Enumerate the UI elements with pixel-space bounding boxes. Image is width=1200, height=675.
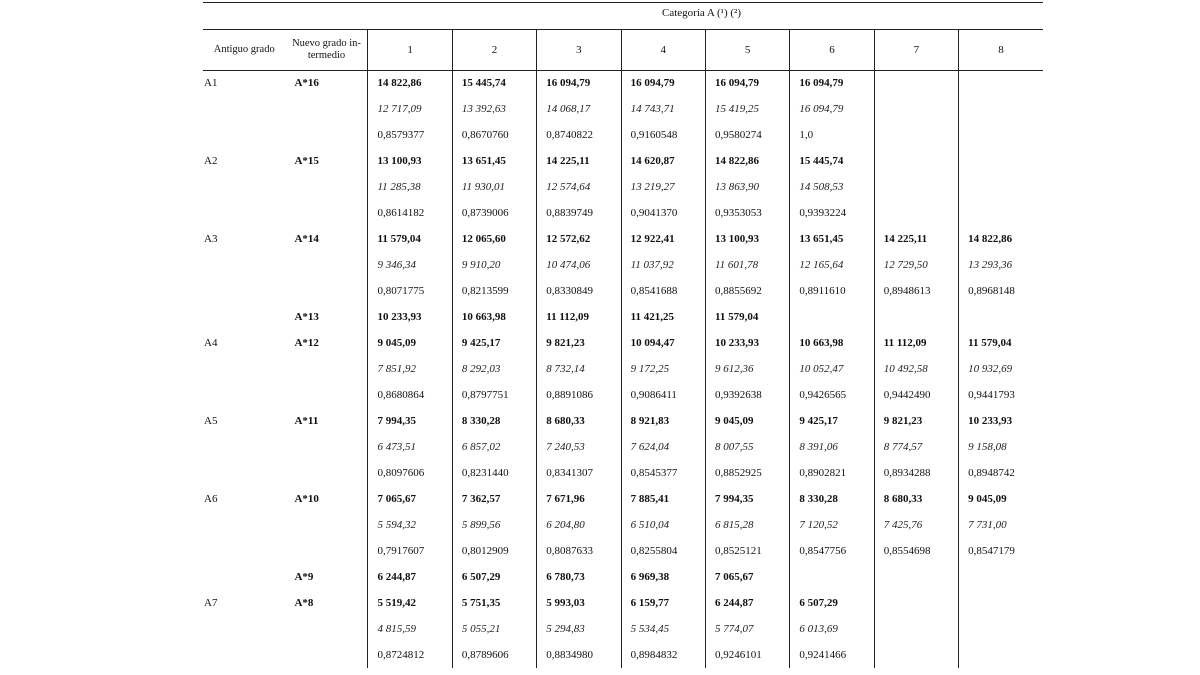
value-cell: 7 120,52 <box>790 512 874 538</box>
value-cell: 0,8547756 <box>790 538 874 564</box>
value-cell <box>874 642 958 668</box>
value-cell: 0,8541688 <box>621 278 705 304</box>
value-cell: 5 899,56 <box>452 512 536 538</box>
category-title: Categoría A (¹) (²) <box>662 7 741 19</box>
new-grade-cell: A*10 <box>294 493 319 505</box>
value-cell: 0,8934288 <box>874 460 958 486</box>
value-cell: 7 065,67 <box>368 486 452 512</box>
value-cell: 10 094,47 <box>621 330 705 356</box>
new-grade-cell <box>285 538 367 564</box>
old-grade-cell: A7 <box>204 597 218 609</box>
new-grade-cell: A*16 <box>294 77 319 89</box>
value-cell: 0,8231440 <box>452 460 536 486</box>
value-cell: 5 534,45 <box>621 616 705 642</box>
value-cell: 11 579,04 <box>705 304 789 330</box>
value-cell: 12 572,62 <box>537 226 621 252</box>
value-cell: 13 651,45 <box>790 226 874 252</box>
value-cell: 8 007,55 <box>705 434 789 460</box>
value-cell: 11 601,78 <box>705 252 789 278</box>
value-cell: 8 680,33 <box>874 486 958 512</box>
value-cell <box>959 174 1043 200</box>
old-grade-cell <box>203 356 285 382</box>
new-grade-cell <box>285 460 367 486</box>
value-cell: 13 219,27 <box>621 174 705 200</box>
value-cell: 1,0 <box>790 122 874 148</box>
value-cell: 10 932,69 <box>959 356 1043 382</box>
table-row <box>203 356 1043 382</box>
value-cell <box>959 590 1043 616</box>
value-cell: 11 579,04 <box>959 330 1043 356</box>
value-cell: 8 391,06 <box>790 434 874 460</box>
value-cell: 9 158,08 <box>959 434 1043 460</box>
value-cell: 0,8680864 <box>368 382 452 408</box>
old-grade-cell: A4 <box>204 337 218 349</box>
value-cell: 12 729,50 <box>874 252 958 278</box>
value-cell: 0,9160548 <box>621 122 705 148</box>
table-row <box>203 278 1043 304</box>
new-grade-cell <box>285 174 367 200</box>
value-cell: 16 094,79 <box>621 70 705 96</box>
value-cell <box>959 616 1043 642</box>
value-cell: 12 922,41 <box>621 226 705 252</box>
table-row <box>203 200 1043 226</box>
value-cell: 8 774,57 <box>874 434 958 460</box>
salary-table <box>203 30 1043 668</box>
header-step: 5 <box>705 30 789 70</box>
value-cell <box>874 616 958 642</box>
old-grade-cell <box>203 174 285 200</box>
value-cell: 10 474,06 <box>537 252 621 278</box>
value-cell: 16 094,79 <box>790 70 874 96</box>
table-row <box>203 304 1043 330</box>
value-cell: 7 240,53 <box>537 434 621 460</box>
value-cell: 16 094,79 <box>537 70 621 96</box>
value-cell <box>790 304 874 330</box>
old-grade-cell <box>203 304 285 330</box>
value-cell: 6 969,38 <box>621 564 705 590</box>
new-grade-cell <box>285 642 367 668</box>
value-cell: 0,9392638 <box>705 382 789 408</box>
value-cell: 11 930,01 <box>452 174 536 200</box>
value-cell: 0,9580274 <box>705 122 789 148</box>
value-cell: 10 233,93 <box>368 304 452 330</box>
value-cell: 14 225,11 <box>537 148 621 174</box>
value-cell: 14 508,53 <box>790 174 874 200</box>
value-cell <box>959 642 1043 668</box>
value-cell: 0,8789606 <box>452 642 536 668</box>
value-cell: 12 717,09 <box>368 96 452 122</box>
header-step: 7 <box>874 30 958 70</box>
value-cell: 6 815,28 <box>705 512 789 538</box>
value-cell: 0,8545377 <box>621 460 705 486</box>
value-cell: 11 579,04 <box>368 226 452 252</box>
value-cell: 0,8547179 <box>959 538 1043 564</box>
value-cell: 8 330,28 <box>452 408 536 434</box>
old-grade-cell <box>203 538 285 564</box>
table-row <box>203 174 1043 200</box>
old-grade-cell <box>203 382 285 408</box>
table-row <box>203 252 1043 278</box>
value-cell <box>959 304 1043 330</box>
old-grade-cell <box>203 642 285 668</box>
value-cell: 7 851,92 <box>368 356 452 382</box>
value-cell: 5 055,21 <box>452 616 536 642</box>
value-cell: 0,8902821 <box>790 460 874 486</box>
value-cell: 15 445,74 <box>790 148 874 174</box>
value-cell: 8 732,14 <box>537 356 621 382</box>
value-cell <box>874 304 958 330</box>
value-cell <box>874 148 958 174</box>
value-cell <box>959 96 1043 122</box>
value-cell: 7 065,67 <box>705 564 789 590</box>
value-cell: 0,8834980 <box>537 642 621 668</box>
header-step: 3 <box>537 30 621 70</box>
value-cell: 7 425,76 <box>874 512 958 538</box>
value-cell: 0,9041370 <box>621 200 705 226</box>
table-row <box>203 330 1043 356</box>
old-grade-cell <box>203 616 285 642</box>
new-grade-cell <box>285 122 367 148</box>
value-cell: 4 815,59 <box>368 616 452 642</box>
value-cell: 7 994,35 <box>368 408 452 434</box>
new-grade-cell <box>285 252 367 278</box>
value-cell: 9 612,36 <box>705 356 789 382</box>
value-cell: 11 112,09 <box>537 304 621 330</box>
value-cell: 0,8911610 <box>790 278 874 304</box>
value-cell: 7 624,04 <box>621 434 705 460</box>
table-row <box>203 382 1043 408</box>
new-grade-cell: A*15 <box>294 155 319 167</box>
value-cell: 14 822,86 <box>368 70 452 96</box>
value-cell: 12 165,64 <box>790 252 874 278</box>
value-cell: 10 233,93 <box>959 408 1043 434</box>
value-cell: 14 822,86 <box>959 226 1043 252</box>
value-cell: 0,8071775 <box>368 278 452 304</box>
table-row <box>203 408 1043 434</box>
new-grade-cell: A*14 <box>294 233 319 245</box>
value-cell: 10 052,47 <box>790 356 874 382</box>
old-grade-cell: A2 <box>204 155 218 167</box>
value-cell: 8 330,28 <box>790 486 874 512</box>
salary-table-page <box>203 0 1043 675</box>
value-cell <box>959 200 1043 226</box>
table-body <box>203 70 1043 668</box>
value-cell: 13 651,45 <box>452 148 536 174</box>
table-row <box>203 512 1043 538</box>
value-cell: 11 285,38 <box>368 174 452 200</box>
table-row <box>203 70 1043 96</box>
value-cell: 0,8839749 <box>537 200 621 226</box>
header-step: 8 <box>959 30 1043 70</box>
value-cell: 5 294,83 <box>537 616 621 642</box>
value-cell: 16 094,79 <box>705 70 789 96</box>
table-row <box>203 148 1043 174</box>
value-cell: 7 994,35 <box>705 486 789 512</box>
value-cell: 6 244,87 <box>705 590 789 616</box>
value-cell: 0,8614182 <box>368 200 452 226</box>
value-cell: 6 473,51 <box>368 434 452 460</box>
value-cell: 5 751,35 <box>452 590 536 616</box>
value-cell: 0,8968148 <box>959 278 1043 304</box>
old-grade-cell <box>203 278 285 304</box>
old-grade-cell: A6 <box>204 493 218 505</box>
value-cell: 6 507,29 <box>790 590 874 616</box>
value-cell: 0,9241466 <box>790 642 874 668</box>
value-cell: 9 172,25 <box>621 356 705 382</box>
value-cell: 9 346,34 <box>368 252 452 278</box>
value-cell: 11 112,09 <box>874 330 958 356</box>
old-grade-cell <box>203 460 285 486</box>
value-cell: 9 045,09 <box>368 330 452 356</box>
value-cell: 10 492,58 <box>874 356 958 382</box>
table-header-row <box>203 30 1043 70</box>
value-cell: 8 292,03 <box>452 356 536 382</box>
value-cell <box>959 122 1043 148</box>
value-cell: 6 507,29 <box>452 564 536 590</box>
value-cell: 9 425,17 <box>790 408 874 434</box>
value-cell: 9 045,09 <box>705 408 789 434</box>
value-cell <box>874 96 958 122</box>
table-row <box>203 616 1043 642</box>
value-cell: 0,9426565 <box>790 382 874 408</box>
value-cell: 5 519,42 <box>368 590 452 616</box>
value-cell: 12 065,60 <box>452 226 536 252</box>
value-cell: 0,8797751 <box>452 382 536 408</box>
value-cell: 7 362,57 <box>452 486 536 512</box>
old-grade-cell: A1 <box>204 77 218 89</box>
table-row <box>203 122 1043 148</box>
table-row <box>203 564 1043 590</box>
value-cell: 11 037,92 <box>621 252 705 278</box>
table-row <box>203 486 1043 512</box>
value-cell: 0,8579377 <box>368 122 452 148</box>
value-cell: 14 743,71 <box>621 96 705 122</box>
value-cell: 8 680,33 <box>537 408 621 434</box>
old-grade-cell <box>203 564 285 590</box>
value-cell: 6 204,80 <box>537 512 621 538</box>
table-row <box>203 434 1043 460</box>
value-cell: 9 821,23 <box>537 330 621 356</box>
new-grade-cell <box>285 512 367 538</box>
value-cell: 0,8670760 <box>452 122 536 148</box>
value-cell <box>959 148 1043 174</box>
new-grade-cell <box>285 278 367 304</box>
header-step: 6 <box>790 30 874 70</box>
value-cell: 6 159,77 <box>621 590 705 616</box>
value-cell: 0,8948613 <box>874 278 958 304</box>
value-cell: 13 392,63 <box>452 96 536 122</box>
new-grade-cell: A*8 <box>294 597 314 609</box>
new-grade-cell <box>285 96 367 122</box>
header-step: 1 <box>368 30 452 70</box>
value-cell <box>874 174 958 200</box>
value-cell: 6 510,04 <box>621 512 705 538</box>
value-cell: 0,8087633 <box>537 538 621 564</box>
value-cell <box>874 200 958 226</box>
value-cell: 13 100,93 <box>705 226 789 252</box>
value-cell: 14 225,11 <box>874 226 958 252</box>
old-grade-cell: A5 <box>204 415 218 427</box>
value-cell: 10 233,93 <box>705 330 789 356</box>
value-cell: 0,8554698 <box>874 538 958 564</box>
value-cell: 0,9246101 <box>705 642 789 668</box>
table-row <box>203 96 1043 122</box>
value-cell: 10 663,98 <box>790 330 874 356</box>
new-grade-cell: A*9 <box>294 571 314 583</box>
value-cell: 0,9086411 <box>621 382 705 408</box>
value-cell: 0,9442490 <box>874 382 958 408</box>
value-cell <box>959 564 1043 590</box>
value-cell: 15 419,25 <box>705 96 789 122</box>
new-grade-cell: A*11 <box>294 415 319 427</box>
value-cell: 0,8255804 <box>621 538 705 564</box>
table-row <box>203 538 1043 564</box>
new-grade-cell: A*12 <box>294 337 319 349</box>
value-cell: 0,9393224 <box>790 200 874 226</box>
table-row <box>203 642 1043 668</box>
value-cell: 0,8948742 <box>959 460 1043 486</box>
new-grade-cell <box>285 356 367 382</box>
new-grade-cell <box>285 434 367 460</box>
header-old-grade: Antiguo grado <box>213 44 275 55</box>
value-cell: 0,8984832 <box>621 642 705 668</box>
old-grade-cell <box>203 96 285 122</box>
value-cell: 0,8852925 <box>705 460 789 486</box>
value-cell: 6 780,73 <box>537 564 621 590</box>
value-cell: 7 731,00 <box>959 512 1043 538</box>
value-cell: 0,8724812 <box>368 642 452 668</box>
value-cell: 5 594,32 <box>368 512 452 538</box>
value-cell: 15 445,74 <box>452 70 536 96</box>
value-cell: 6 244,87 <box>368 564 452 590</box>
header-step: 2 <box>452 30 536 70</box>
new-grade-cell <box>285 616 367 642</box>
value-cell: 0,8525121 <box>705 538 789 564</box>
old-grade-cell <box>203 252 285 278</box>
value-cell <box>874 564 958 590</box>
new-grade-cell <box>285 200 367 226</box>
old-grade-cell <box>203 200 285 226</box>
value-cell: 9 910,20 <box>452 252 536 278</box>
value-cell: 11 421,25 <box>621 304 705 330</box>
value-cell: 7 671,96 <box>537 486 621 512</box>
value-cell <box>790 564 874 590</box>
value-cell: 0,9441793 <box>959 382 1043 408</box>
value-cell: 6 013,69 <box>790 616 874 642</box>
value-cell: 0,8891086 <box>537 382 621 408</box>
value-cell: 5 774,07 <box>705 616 789 642</box>
value-cell: 9 045,09 <box>959 486 1043 512</box>
value-cell: 13 863,90 <box>705 174 789 200</box>
value-cell: 0,8330849 <box>537 278 621 304</box>
table-row <box>203 226 1043 252</box>
value-cell: 6 857,02 <box>452 434 536 460</box>
header-step: 4 <box>621 30 705 70</box>
value-cell: 0,8097606 <box>368 460 452 486</box>
value-cell <box>874 590 958 616</box>
value-cell: 16 094,79 <box>790 96 874 122</box>
table-row <box>203 460 1043 486</box>
value-cell: 13 293,36 <box>959 252 1043 278</box>
value-cell: 7 885,41 <box>621 486 705 512</box>
value-cell: 0,9353053 <box>705 200 789 226</box>
value-cell: 12 574,64 <box>537 174 621 200</box>
value-cell: 0,8740822 <box>537 122 621 148</box>
header-new-grade: Nuevo grado in- termedio <box>292 38 361 61</box>
value-cell: 14 620,87 <box>621 148 705 174</box>
old-grade-cell <box>203 122 285 148</box>
new-grade-cell: A*13 <box>294 311 319 323</box>
value-cell: 8 921,83 <box>621 408 705 434</box>
old-grade-cell <box>203 434 285 460</box>
value-cell: 0,8855692 <box>705 278 789 304</box>
value-cell <box>874 122 958 148</box>
value-cell: 14 068,17 <box>537 96 621 122</box>
table-row <box>203 590 1043 616</box>
value-cell: 0,8213599 <box>452 278 536 304</box>
old-grade-cell: A3 <box>204 233 218 245</box>
value-cell: 13 100,93 <box>368 148 452 174</box>
new-grade-cell <box>285 382 367 408</box>
old-grade-cell <box>203 512 285 538</box>
value-cell: 0,8012909 <box>452 538 536 564</box>
value-cell: 0,7917607 <box>368 538 452 564</box>
value-cell: 0,8739006 <box>452 200 536 226</box>
value-cell <box>874 70 958 96</box>
value-cell: 9 425,17 <box>452 330 536 356</box>
value-cell: 9 821,23 <box>874 408 958 434</box>
value-cell <box>959 70 1043 96</box>
value-cell: 14 822,86 <box>705 148 789 174</box>
value-cell: 5 993,03 <box>537 590 621 616</box>
value-cell: 0,8341307 <box>537 460 621 486</box>
table-top-rule <box>203 2 1043 3</box>
value-cell: 10 663,98 <box>452 304 536 330</box>
